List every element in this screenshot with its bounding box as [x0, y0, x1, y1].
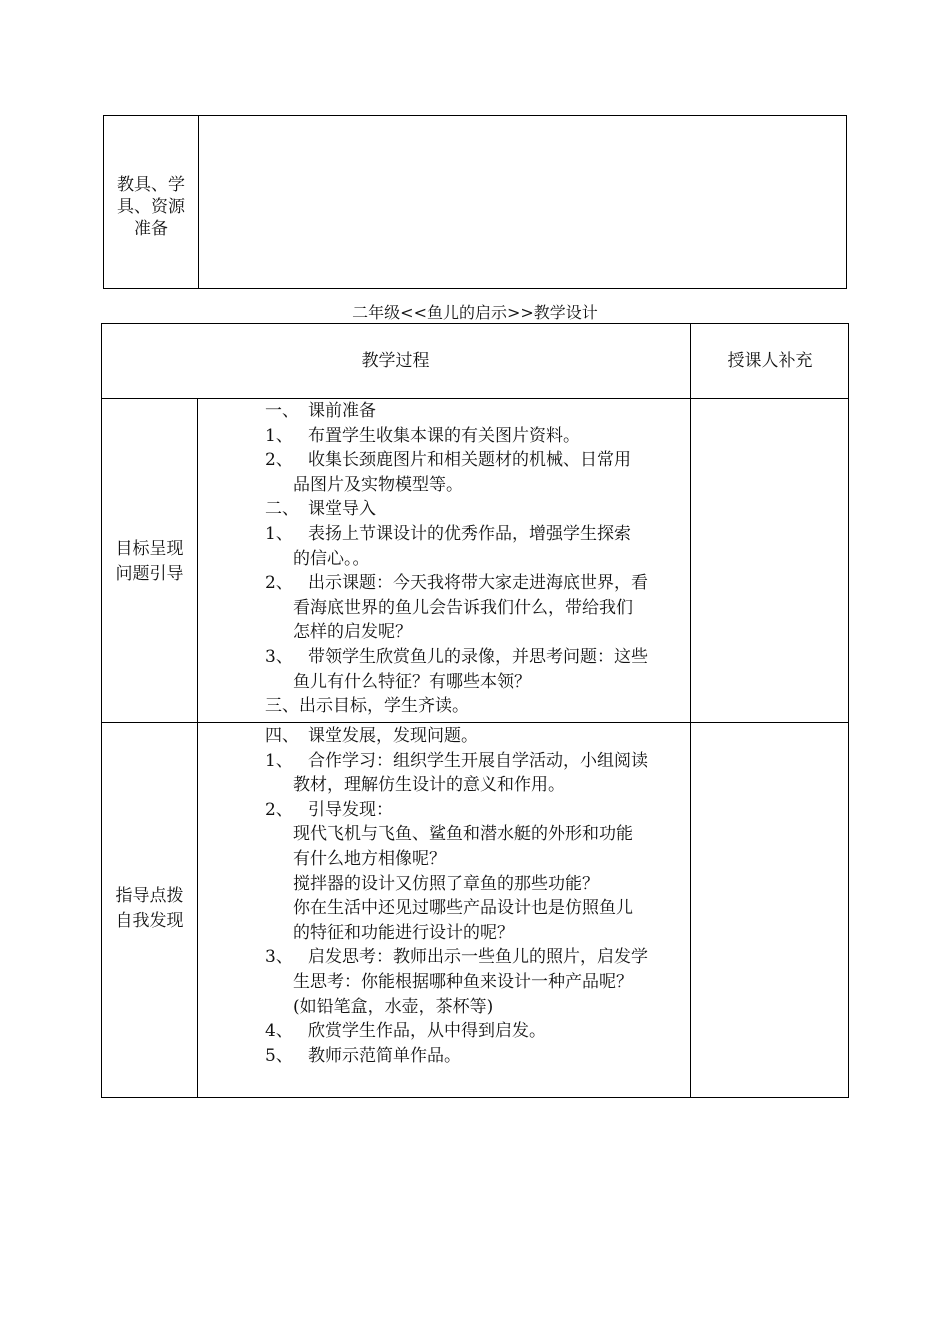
item-number: 1、	[265, 425, 293, 446]
item-continuation: 品图片及实物模型等。	[293, 474, 463, 495]
item-continuation: 的信心。。	[293, 548, 370, 569]
item-text: 出示课题：今天我将带大家走进海底世界，看	[308, 573, 648, 594]
item-number: 3、	[265, 647, 293, 667]
header-supplement: 授课人补充	[727, 351, 813, 371]
item-continuation: 怎样的启发呢？	[293, 622, 412, 643]
section2-label	[102, 884, 197, 934]
item-text: 课堂发展，发现问题。	[308, 726, 478, 746]
section2-label-line: 自我发现	[115, 911, 184, 931]
item-text: 带领学生欣赏鱼儿的录像，并思考问题：这些	[308, 647, 648, 667]
resources-label-line: 教具、学	[117, 175, 185, 195]
item-continuation: 现代飞机与飞鱼、鲨鱼和潜水艇的外形和功能	[293, 824, 633, 845]
item-text: 布置学生收集本课的有关图片资料。	[308, 425, 580, 446]
header-process: 教学过程	[361, 351, 430, 371]
supplement-column-divider	[690, 323, 691, 1098]
item-number: 2、	[265, 799, 293, 820]
section1-label-line: 目标呈现	[115, 539, 184, 559]
item-number: 3、	[265, 947, 293, 968]
resources-label-line: 准备	[134, 219, 168, 239]
resources-table-divider	[198, 115, 199, 289]
item-number: 2、	[265, 573, 293, 594]
item-continuation: 教材，理解仿生设计的意义和作用。	[293, 775, 565, 796]
header-row-divider	[101, 398, 849, 399]
item-number: 2、	[265, 450, 293, 471]
resources-table	[103, 115, 847, 289]
item-text: 合作学习：组织学生开展自学活动，小组阅读	[308, 750, 648, 771]
item-number: 1、	[265, 524, 293, 544]
item-continuation: 搅拌器的设计又仿照了章鱼的那些功能？	[293, 873, 599, 894]
item-number: 二、	[265, 499, 299, 520]
item-continuation: (如铅笔盒，水壶，茶杯等)	[293, 996, 494, 1017]
item-continuation: 有什么地方相像呢？	[293, 849, 446, 869]
item-text: 收集长颈鹿图片和相关题材的机械、日常用	[308, 450, 631, 471]
item-number: 5、	[265, 1045, 293, 1066]
section1-label	[102, 537, 197, 587]
label-column-divider	[197, 398, 198, 1098]
section1-label-line: 问题引导	[115, 564, 184, 584]
item-text: 引导发现：	[308, 799, 393, 820]
item-text: 欣赏学生作品，从中得到启发。	[308, 1021, 546, 1042]
item-number: 4、	[265, 1021, 293, 1042]
item-number: 一、	[265, 401, 299, 421]
item-text: 三、出示目标，学生齐读。	[265, 696, 469, 717]
item-number: 1、	[265, 750, 293, 771]
item-text: 教师示范简单作品。	[308, 1045, 461, 1066]
item-continuation: 你在生活中还见过哪些产品设计也是仿照鱼儿	[293, 898, 633, 919]
item-text: 表扬上节课设计的优秀作品，增强学生探索	[308, 524, 631, 544]
item-text: 课堂导入	[308, 499, 376, 520]
document-title: 二年级<<鱼儿的启示>>教学设计	[352, 303, 598, 322]
item-continuation: 的特征和功能进行设计的呢？	[293, 922, 514, 943]
item-text: 课前准备	[308, 401, 376, 421]
item-number: 四、	[265, 726, 299, 746]
item-continuation: 看海底世界的鱼儿会告诉我们什么，带给我们	[293, 597, 633, 618]
resources-label-line: 具、资源	[117, 197, 185, 217]
resources-label	[104, 174, 198, 240]
item-continuation: 生思考：你能根据哪种鱼来设计一种产品呢？	[293, 972, 633, 992]
section2-label-line: 指导点拨	[115, 886, 184, 906]
item-text: 启发思考：教师出示一些鱼儿的照片，启发学	[308, 947, 648, 968]
item-continuation: 鱼儿有什么特征？有哪些本领？	[293, 671, 531, 692]
section-row-divider	[101, 722, 849, 723]
